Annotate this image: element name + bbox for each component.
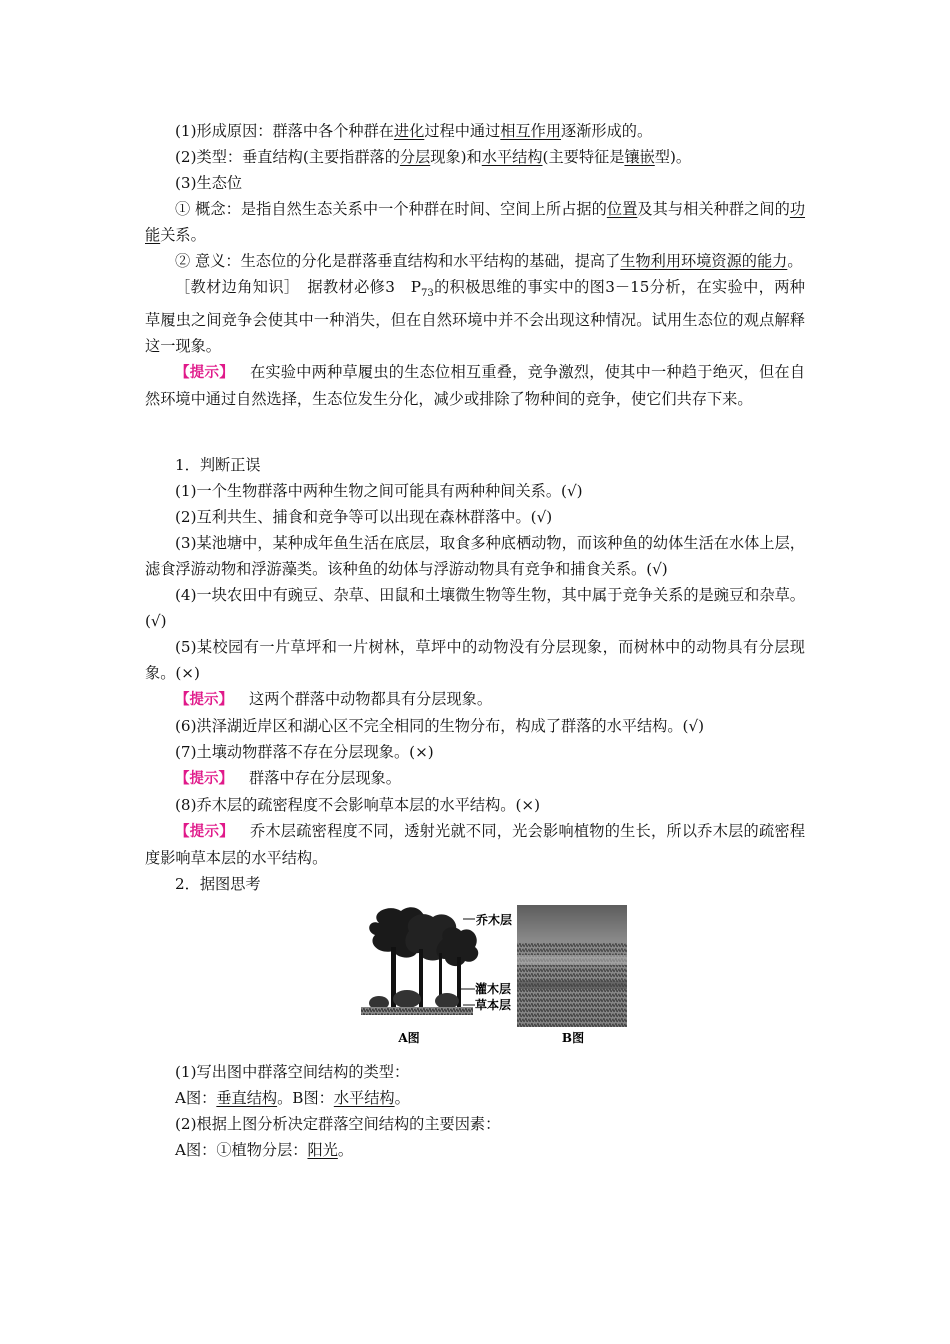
answer-blank: 生物利用环境资源的能力 <box>620 252 788 270</box>
hint-text: 这两个群落中动物都具有分层现象。 <box>249 690 492 709</box>
text: 现象)和 <box>430 148 482 166</box>
hint-label: 【提示】 <box>175 692 233 709</box>
niche-heading: (3)生态位 <box>175 174 243 192</box>
caption-b: B图 <box>561 1031 585 1046</box>
text: 及其与相关种群之间的 <box>637 200 790 218</box>
text: 关系。 <box>160 226 206 244</box>
textbook-corner <box>145 274 805 359</box>
text: 。 <box>787 252 803 270</box>
text: 。B图： <box>277 1089 334 1108</box>
formation-cause <box>145 118 805 144</box>
hint-text: 在实验中两种草履虫的生态位相互重叠，竞争激烈，使其中一种趋于绝灭，但在自然环境中通过自然选择，生态位发生分化，减少或排除了物种间的竞争，使它们共存下来。 <box>145 363 806 409</box>
hint-8 <box>145 818 805 871</box>
answer-1 <box>145 1085 805 1111</box>
label-shrub-layer: 灌木层 <box>475 982 512 997</box>
hint-label: 【提示】 <box>175 771 233 788</box>
trees-icon <box>361 907 478 1015</box>
hint-text: 乔木层疏密程度不同，透射光就不同，光会影响植物的生长，所以乔木层的疏密程度影响草本层的水平结构。 <box>145 822 806 868</box>
niche-significance <box>145 248 805 274</box>
hint-label: 【提示】 <box>175 824 234 841</box>
page-subscript: 73 <box>421 288 434 300</box>
answer-blank: 水平结构 <box>333 1089 395 1108</box>
sub-question-2: (2)根据上图分析决定群落空间结构的主要因素： <box>175 1115 501 1134</box>
text: 过程中通过 <box>424 122 501 140</box>
answer-blank: 分层 <box>399 148 431 166</box>
question-7: (7)土壤动物群落不存在分层现象。(×) <box>175 743 434 762</box>
structure-types <box>145 144 805 170</box>
answer-blank: 相互作用 <box>500 122 562 140</box>
section-title-judge: 1．判断正误 <box>175 456 261 475</box>
figure-svg <box>359 903 629 1053</box>
hint-label: 【提示】 <box>175 365 234 382</box>
document-page <box>145 118 805 1163</box>
hint-paragraph <box>145 359 805 412</box>
question-5: (5)某校园有一片草坪和一片树林，草坪中的动物没有分层现象，而树林中的动物具有分层现象。(×) <box>145 638 805 683</box>
text: ［教材边角知识］ 据教材必修3 P <box>175 278 422 296</box>
answer-blank: 阳光 <box>307 1141 338 1160</box>
answer-blank: 进化 <box>393 122 425 140</box>
grassland-photo-icon <box>517 905 627 1027</box>
question-4: (4)一块农田中有豌豆、杂草、田鼠和土壤微生物等生物，其中属于竞争关系的是豌豆和杂草。(√) <box>145 586 805 631</box>
hint-text: 群落中存在分层现象。 <box>249 769 401 788</box>
label-grass-layer: 草本层 <box>475 998 512 1013</box>
text: ② 意义：生态位的分化是群落垂直结构和水平结构的基础，提高了 <box>175 252 621 270</box>
label-tree-layer: 乔木层 <box>476 913 513 928</box>
question-2: (2)互利共生、捕食和竞争等可以出现在森林群落中。(√) <box>175 508 553 527</box>
answer-blank: 位置 <box>606 200 638 218</box>
question-6: (6)洪泽湖近岸区和湖心区不完全相同的生物分布，构成了群落的水平结构。(√) <box>175 717 705 736</box>
question-8: (8)乔木层的疏密程度不会影响草本层的水平结构。(×) <box>175 796 541 815</box>
answer-blank: 功能 <box>145 200 806 244</box>
answer-2 <box>145 1137 805 1163</box>
text: 的积极思维的事实中的图3－15分析，在实验中，两种草履虫之间竞争会使其中一种消失，但在自然环境中并不会出现这种情况。试用生态位的观点解释这一现象。 <box>145 278 805 356</box>
answer-blank: 水平结构 <box>481 148 543 166</box>
text: (2)类型：垂直结构(主要指群落的 <box>175 148 400 166</box>
text: 。 <box>337 1141 354 1160</box>
sub-question-1: (1)写出图中群落空间结构的类型： <box>175 1063 410 1082</box>
text: A图： <box>175 1089 217 1108</box>
community-structure-figure <box>359 903 629 1053</box>
text: A图：①植物分层： <box>175 1141 308 1160</box>
text: 型)。 <box>654 148 692 166</box>
caption-a: A图 <box>398 1031 420 1046</box>
question-1: (1)一个生物群落中两种生物之间可能具有两种种间关系。(√) <box>175 482 583 501</box>
text: (1)形成原因：群落中各个种群在 <box>175 122 394 140</box>
answer-blank: 垂直结构 <box>216 1089 278 1108</box>
section-title-figure: 2．据图思考 <box>175 875 261 894</box>
hint-5 <box>145 686 805 713</box>
niche-concept <box>145 196 805 248</box>
text: ① 概念：是指自然生态关系中一个种群在时间、空间上所占据的 <box>175 200 607 218</box>
text: 逐渐形成的。 <box>561 122 653 140</box>
answer-blank: 镶嵌 <box>624 148 655 166</box>
text: (主要特征是 <box>542 148 625 166</box>
hint-7 <box>145 765 805 792</box>
text: 。 <box>394 1089 410 1108</box>
question-3: (3)某池塘中，某种成年鱼生活在底层，取食多种底栖动物，而该种鱼的幼体生活在水体上层，滤食浮游动物和浮游藻类。该种鱼的幼体与浮游动物具有竞争和捕食关系。(√) <box>145 534 805 579</box>
